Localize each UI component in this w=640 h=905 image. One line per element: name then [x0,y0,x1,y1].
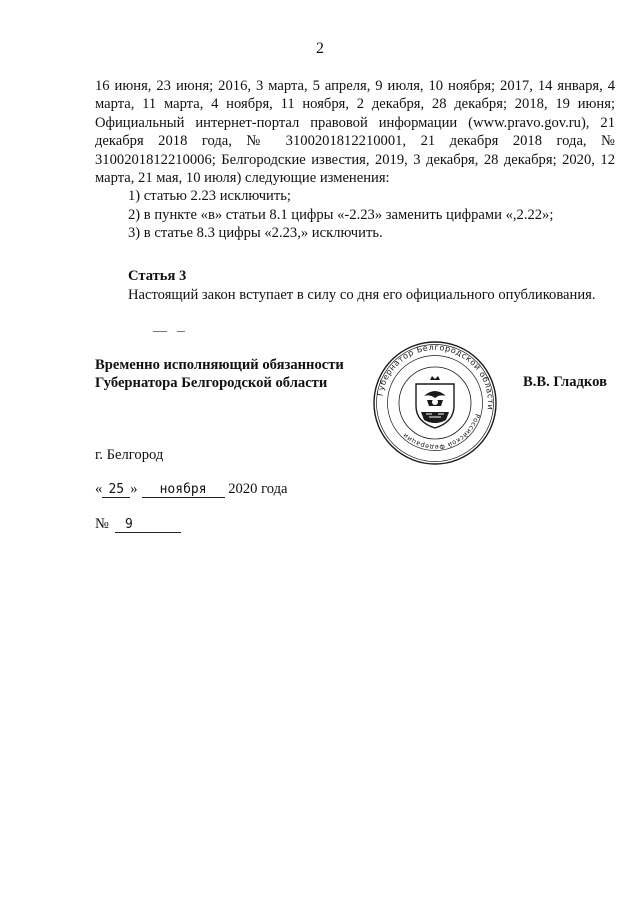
amendment-item-3: 3) в статье 8.3 цифры «2.23,» исключить. [128,225,383,242]
signer-name: В.В. Гладков [523,374,607,390]
amendment-paragraph: 16 июня, 23 июня; 2016, 3 марта, 5 апреля, 9 июля, 10 ноября; 2017, 14 января, 4 марта, 11 марта, 4 ноября, 11 ноября, 2 декабря, 28 декабря; 2018, 19 июня; Официальный интернет-портал правовой информации (www.pravo.gov.ru), 21 декабря 2018 года, № 3100201812210001, 21 декабря 2018 года, № 3100201812210006; Белгородские известия, 2019, 3 декабря, 28 декабря; 2020, 12 марта, 21 мая, 10 июля) следующие изменения: [95,78,615,187]
signer-title-line-1: Временно исполняющий обязанности [95,357,344,373]
article-3-text: Настоящий закон вступает в силу со дня его официального опубликования. [128,287,596,303]
decorative-dash [153,331,189,332]
date-open-quote: « [95,481,103,497]
seal-inner-text: Российской Федерации [401,412,482,452]
article-3-title: Статья 3 [128,268,187,284]
law-amendment-text [95,77,615,243]
amendment-item-2: 2) в пункте «в» статьи 8.1 цифры «-2.23» заменить цифрами «,2.22»; [128,206,554,223]
number-value: 9 [115,517,181,533]
date-year: 2020 года [228,481,288,497]
page-number: 2 [316,40,324,57]
date-day: 25 [102,482,130,498]
date-month: ноября [142,482,225,498]
signing-date [95,481,288,498]
amendment-item-1: 1) статью 2.23 исключить; [128,188,291,205]
date-close-quote: » [130,481,138,497]
seal-outer-text: Губернатор Белгородской области [375,342,496,411]
signer-title-line-2: Губернатора Белгородской области [95,375,328,392]
signer-title [95,356,344,393]
number-sign: № [95,516,109,532]
coat-of-arms-icon [416,376,454,428]
official-seal-icon [372,340,498,466]
city-name: г. Белгород [95,447,164,463]
law-number [95,516,181,533]
